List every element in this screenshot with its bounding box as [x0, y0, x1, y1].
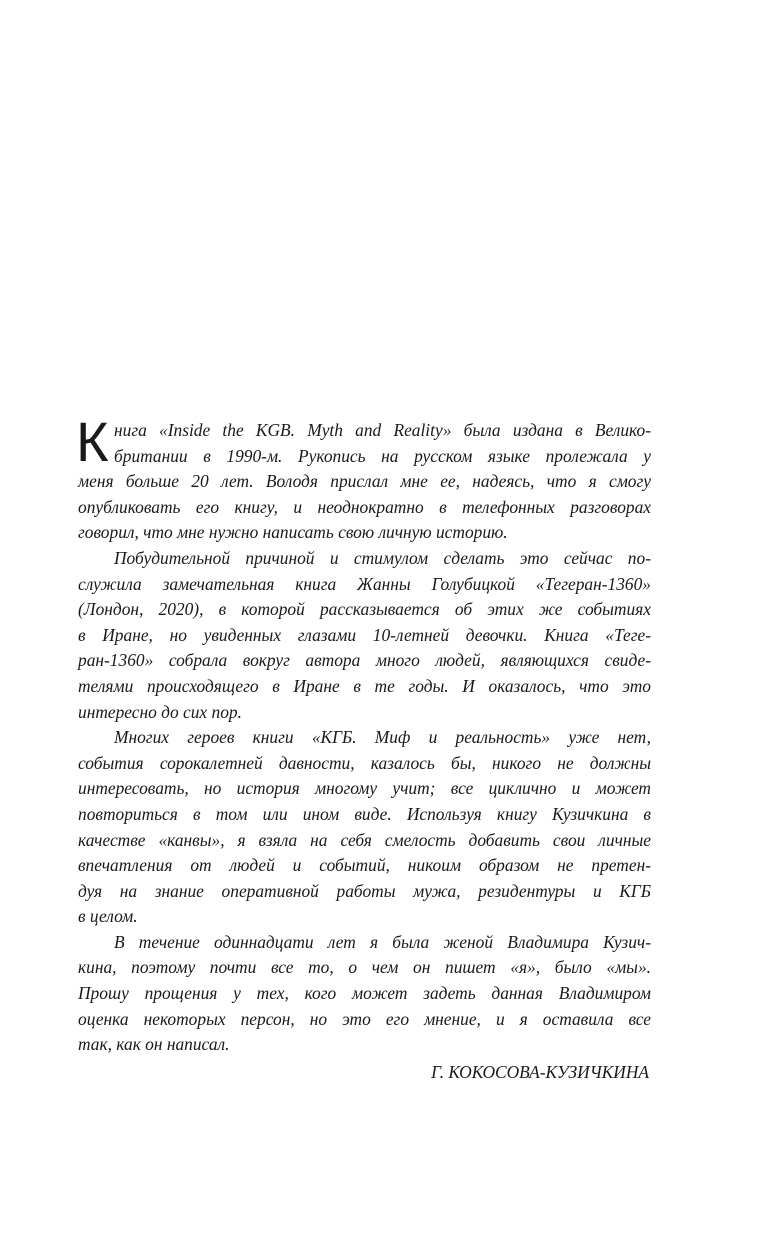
text-line: (Лондон, 2020), в которой рассказывается об этих же событиях — [78, 599, 651, 620]
text-line: нига «Inside the KGB. Myth and Reality» была издана в Велико- — [114, 420, 651, 440]
text-line: Многих героев книги «КГБ. Миф и реальность» уже нет, — [114, 727, 651, 748]
text-line: качестве «канвы», я взяла на себя смелость добавить свои личные — [78, 829, 651, 850]
text-line: Прошу прощения у тех, кого может задеть данная Владимиром — [78, 983, 651, 1004]
text-line: события сорокалетней давности, казалось бы, никого не должны — [78, 752, 651, 773]
text-line: меня больше 20 лет. Володя прислал мне ее, надеясь, что я смогу — [78, 471, 651, 492]
text-line: телями происходящего в Иране в те годы. И оказалось, что это — [78, 675, 651, 696]
text-line: так, как он написал. — [78, 1034, 230, 1055]
paragraph-3 — [78, 725, 651, 930]
text-line: Побудительной причиной и стимулом сделать это сейчас по- — [114, 547, 651, 568]
text-line: говорил, что мне нужно написать свою личную историю. — [78, 522, 508, 543]
text-line: в Иране, но увиденных глазами 10-летней девочки. Книга «Теге- — [78, 624, 651, 645]
text-line: интересовать, но история многому учит; все циклично и может — [78, 778, 651, 799]
paragraph-1 — [76, 410, 651, 546]
text-line: служила замечательная книга Жанны Голубицкой «Тегеран-1360» — [78, 573, 651, 594]
text-line: в целом. — [78, 906, 138, 927]
text-line: кина, поэтому почти все то, о чем он пишет «я», было «мы». — [78, 957, 651, 978]
paragraph-4 — [78, 930, 651, 1058]
text-line: впечатления от людей и событий, никоим образом не претен- — [78, 855, 651, 876]
text-line: британии в 1990-м. Рукопись на русском языке пролежала у — [114, 445, 651, 466]
paragraph-2 — [78, 546, 651, 725]
text-line: интересно до сих пор. — [78, 701, 242, 722]
text-line: дуя на знание оперативной работы мужа, резидентуры и КГБ — [78, 880, 651, 901]
author-signature: Г. КОКОСОВА-КУЗИЧКИНА — [431, 1061, 649, 1082]
drop-cap: К — [76, 410, 109, 473]
text-line: ран-1360» собрала вокруг автора много людей, являющихся свиде- — [78, 650, 651, 671]
text-line: повториться в том или ином виде. Используя книгу Кузичкина в — [78, 803, 651, 824]
text-line: оценка некоторых персон, но это его мнение, и я оставила все — [78, 1008, 651, 1029]
text-line: В течение одиннадцати лет я была женой Владимира Кузич- — [114, 931, 651, 952]
book-text — [76, 410, 651, 1085]
text-line: опубликовать его книгу, и неоднократно в телефонных разговорах — [78, 496, 651, 517]
